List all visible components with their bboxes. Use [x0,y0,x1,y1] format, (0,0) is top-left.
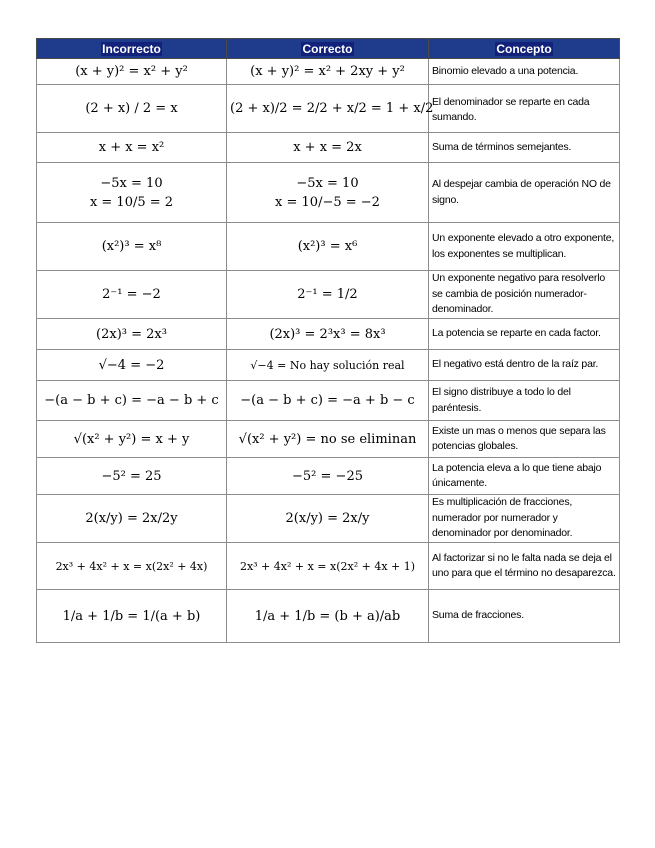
concept-cell[interactable] [429,543,620,590]
concept-cell[interactable] [429,421,620,458]
correct-expression: x + x = 2x [293,140,362,155]
incorrect-expression: 2(x/y) = 2x/2y [85,511,178,526]
correct-cell[interactable] [227,59,429,85]
incorrect-cell[interactable] [37,271,227,319]
incorrect-cell[interactable] [37,163,227,223]
correct-cell[interactable] [227,381,429,421]
concept-cell[interactable] [429,163,620,223]
correct-cell[interactable] [227,271,429,319]
correct-expression: (2 + x)/2 = 2/2 + x/2 = 1 + x/2 [230,101,434,116]
correct-expression: √−4 = No hay solución real [250,358,405,372]
correct-expression: −5x = 10 [296,175,359,191]
incorrect-expression: (x²)³ = x⁸ [101,239,162,254]
header-correct[interactable] [227,39,429,59]
header-concept-label: Concepto [496,41,552,56]
incorrect-cell[interactable] [37,381,227,421]
concept-text: Al despejar cambia de operación NO de signo. [432,178,611,206]
concept-cell[interactable] [429,133,620,163]
concept-cell[interactable] [429,458,620,495]
table-row [37,458,620,495]
correct-expression: 2⁻¹ = 1/2 [297,287,358,302]
concept-cell[interactable] [429,59,620,85]
concept-text: Un exponente elevado a otro exponente, los exponentes se multiplican. [432,232,615,260]
incorrect-expression: 2x³ + 4x² + x = x(2x² + 4x) [55,559,208,573]
incorrect-expression: 1/a + 1/b = 1/(a + b) [62,608,201,624]
table-row [37,85,620,133]
correct-expression: (x²)³ = x⁶ [297,239,358,254]
concept-text: La potencia eleva a lo que tiene abajo únicamente. [432,461,602,489]
incorrect-expression: (x + y)² = x² + y² [75,64,188,79]
incorrect-expression: x = 10/5 = 2 [89,194,174,210]
incorrect-expression: √(x² + y²) = x + y [73,431,190,447]
header-incorrect[interactable] [37,39,227,59]
incorrect-expression: √−4 = −2 [98,357,165,373]
correct-expression: 2x³ + 4x² + x = x(2x² + 4x + 1) [239,559,416,573]
table-row [37,59,620,85]
concept-text: Es multiplicación de fracciones, numerador por numerador y denominador por denominador. [432,496,573,540]
concept-text: El denominador se reparte en cada sumando. [432,95,590,123]
correct-expression: 1/a + 1/b = (b + a)/ab [254,608,401,624]
incorrect-cell[interactable] [37,59,227,85]
incorrect-cell[interactable] [37,590,227,643]
incorrect-cell[interactable] [37,458,227,495]
correct-cell[interactable] [227,163,429,223]
incorrect-expression: −(a − b + c) = −a − b + c [44,393,219,408]
correct-cell[interactable] [227,350,429,381]
concept-text: Al factorizar si no le falta nada se deja el uno para que el término no desaparezca. [432,551,616,579]
incorrect-cell[interactable] [37,223,227,271]
incorrect-expression: 2⁻¹ = −2 [102,287,161,302]
concept-cell[interactable] [429,590,620,643]
correct-cell[interactable] [227,421,429,458]
table-row [37,319,620,350]
table-row [37,421,620,458]
concept-cell[interactable] [429,495,620,543]
correct-cell[interactable] [227,458,429,495]
table-row [37,271,620,319]
incorrect-expression: (2 + x) / 2 = x [85,101,178,116]
concept-cell[interactable] [429,223,620,271]
concept-text: El signo distribuye a todo lo del paréntesis. [432,386,571,414]
correct-cell[interactable] [227,319,429,350]
header-row [37,39,620,59]
concept-text: El negativo está dentro de la raíz par. [432,358,599,371]
concept-cell[interactable] [429,350,620,381]
concept-text: Binomio elevado a una potencia. [432,64,579,77]
table-row [37,543,620,590]
algebra-errors-table [36,38,620,643]
correct-cell[interactable] [227,133,429,163]
concept-cell[interactable] [429,381,620,421]
concept-cell[interactable] [429,319,620,350]
incorrect-cell[interactable] [37,85,227,133]
incorrect-cell[interactable] [37,350,227,381]
correct-cell[interactable] [227,495,429,543]
concept-text: Suma de términos semejantes. [432,140,572,153]
table-row [37,495,620,543]
concept-text: Suma de fracciones. [432,609,524,622]
table-row [37,381,620,421]
correct-cell[interactable] [227,223,429,271]
incorrect-cell[interactable] [37,495,227,543]
concept-text: Un exponente negativo para resolverlo se cambia de posición numerador-denominador. [432,272,605,316]
incorrect-cell[interactable] [37,543,227,590]
correct-cell[interactable] [227,85,434,133]
table-row [37,223,620,271]
table-row [37,133,620,163]
correct-expression: √(x² + y²) = no se eliminan [238,431,417,447]
incorrect-expression: −5² = 25 [101,468,162,484]
incorrect-expression: (2x)³ = 2x³ [96,326,167,342]
header-incorrect-label: Incorrecto [102,41,161,56]
header-correct-label: Correcto [302,41,353,56]
incorrect-expression: x + x = x² [98,140,165,155]
concept-cell[interactable] [429,271,620,319]
correct-expression: x = 10/−5 = −2 [275,194,380,210]
table-row [37,163,620,223]
incorrect-cell[interactable] [37,319,227,350]
table-row [37,590,620,643]
correct-expression: (2x)³ = 2³x³ = 8x³ [269,326,386,342]
concept-cell[interactable] [429,85,620,133]
incorrect-expression: −5x = 10 [100,175,163,191]
correct-expression: −(a − b + c) = −a + b − c [240,393,415,408]
header-concept[interactable] [429,39,620,59]
concept-text: Existe un mas o menos que separa las potencias globales. [432,424,606,452]
correct-expression: (x + y)² = x² + 2xy + y² [250,64,405,79]
correct-cell[interactable] [227,543,429,590]
table-row [37,350,620,381]
incorrect-cell[interactable] [37,133,227,163]
concept-text: La potencia se reparte en cada factor. [432,327,601,340]
correct-cell[interactable] [227,590,429,643]
incorrect-cell[interactable] [37,421,227,458]
correct-expression: 2(x/y) = 2x/y [285,511,370,526]
correct-expression: −5² = −25 [292,468,363,484]
